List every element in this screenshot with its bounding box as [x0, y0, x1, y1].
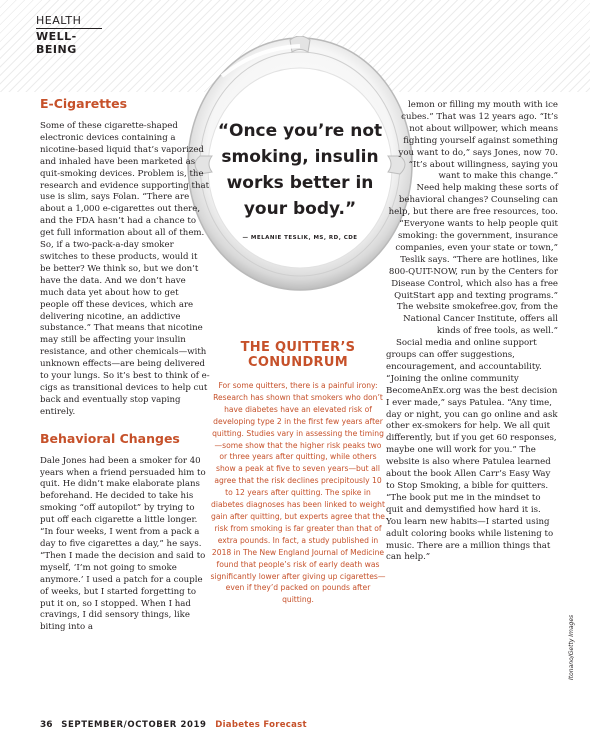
- section-subcategory: WELL-BEING: [36, 28, 102, 56]
- paragraph-free-resources: Need help making these sorts of behavioral changes? Counseling can help, but there are free resources, too. “Everyone wants to help people quit smoking: the government, insurance companies, even your state or town,” Teslik says. “There are hotlines, like 800-QUIT-NOW, run by the Centers for Disease Control, which also has a free QuitStart app and texting programs.” The website smokefree.gov, from the National Cancer Institute, offers all kinds of free tools, as well.”: [388, 183, 558, 337]
- photo-credit: Itonano/Getty Images: [568, 614, 575, 680]
- paragraph-jones-continued: lemon or filling my mouth with ice cubes.” That was 12 years ago. “It’s not about willpower, which means fighting yourself against something you want to do,” says Jones, now 70. “It’s about willingness, saying you want to make this change.”: [398, 100, 558, 182]
- pull-quote-attribution: — MELANIE TESLIK, MS, RD, CDE: [242, 235, 358, 241]
- left-column: [40, 96, 210, 634]
- paragraph-behavioral-changes: Dale Jones had been a smoker for 40 years when a friend persuaded him to quit. He didn’t make elaborate plans beforehand. He decided to take his smoking “off autopilot” by trying to put off each cigarette a little longer. “In four weeks, I went from a pack a day to five cigarettes a day,” he says. “Then I made the decision and said to myself, ‘I’m not going to smoke anymore.’ I used a patch for a couple of weeks, but I started forgetting to put it on, so I stopped. When I had cravings, I did sensory things, like biting into a: [40, 455, 206, 633]
- paragraph-social-media: Social media and online support groups can offer suggestions, encouragement, and accountability. “Joining the online community BecomeAnEx.org was the best decision I ever made,” says Patulea. “Any time, day or night, you can go online and ask other ex-smokers for help. We all quit differently, but if you get 60 responses, maybe one will work for you.” The website is also where Patulea learned about the book Allen Carr’s Easy Way to Stop Smoking, a bible for quitters. “The book put me in the mindset to quit and demystified how hard it is. You learn new habits—I started using adult coloring books while listening to music. There are a million things that can help.”: [386, 338, 558, 563]
- page-footer: [40, 720, 307, 730]
- pull-quote: “Once you’re not smoking, insulin works better in your body.”: [217, 121, 383, 219]
- section-label: [36, 14, 102, 56]
- magazine-name: Diabetes Forecast: [215, 720, 307, 730]
- right-column: [386, 100, 558, 564]
- heading-e-cigarettes: E-Cigarettes: [40, 96, 128, 111]
- sidebar-quitters-conundrum: [210, 296, 386, 606]
- sidebar-title: [210, 340, 386, 370]
- sidebar-title-line1: THE QUITTER’S: [240, 340, 356, 355]
- issue-date: SEPTEMBER/OCTOBER 2019: [61, 720, 207, 730]
- sidebar-text: For some quitters, there is a painful irony: Research has shown that smokers who don’t have diabetes have an elevated risk of developing type 2 in the first few years after quitting. Studies vary in assessing the timing—some show that the higher risk peaks two or three years after quitting, while others show a peak at five to seven years—but all agree that the risk declines precipitously 10 to 12 years after quitting. The spike in diabetes diagnoses has been linked to weight gain after quitting, but experts agree that the risk from smoking is far greater than that of extra pounds. In fact, a study published in 2018 in The New England Journal of Medicine found that people’s risk of early death was significantly lower after giving up cigarettes—even if they’d packed on pounds after quitting.: [210, 381, 386, 605]
- paragraph-e-cigarettes: Some of these cigarette-shaped electronic devices containing a nicotine-based liquid that’s vaporized and inhaled have been marketed as quit-smoking devices. Problem is, the research and evidence supporting that use is slim, says Folan. “There are about a 1,000 e-cigarettes out there, and the FDA hasn’t had a chance to get full information about all of them. So, if a two-pack-a-day smoker switches to these products, would it be better? We think so, but we don’t have the data. And we don’t have much data yet about how to get people off these devices, which are delivering nicotine, an addictive substance.” That means that nicotine may still be affecting your insulin resistance, and other chemicals—with unknown effects—are being delivered to your lungs. So it’s best to think of e-cigs as transitional devices to help cut back and eventually stop vaping entirely.: [40, 121, 210, 417]
- heading-behavioral-changes: Behavioral Changes: [40, 430, 180, 446]
- page-number: 36: [40, 720, 53, 730]
- sidebar-title-line2: CONUNDRUM: [248, 355, 348, 370]
- section-category: HEALTH: [36, 14, 82, 27]
